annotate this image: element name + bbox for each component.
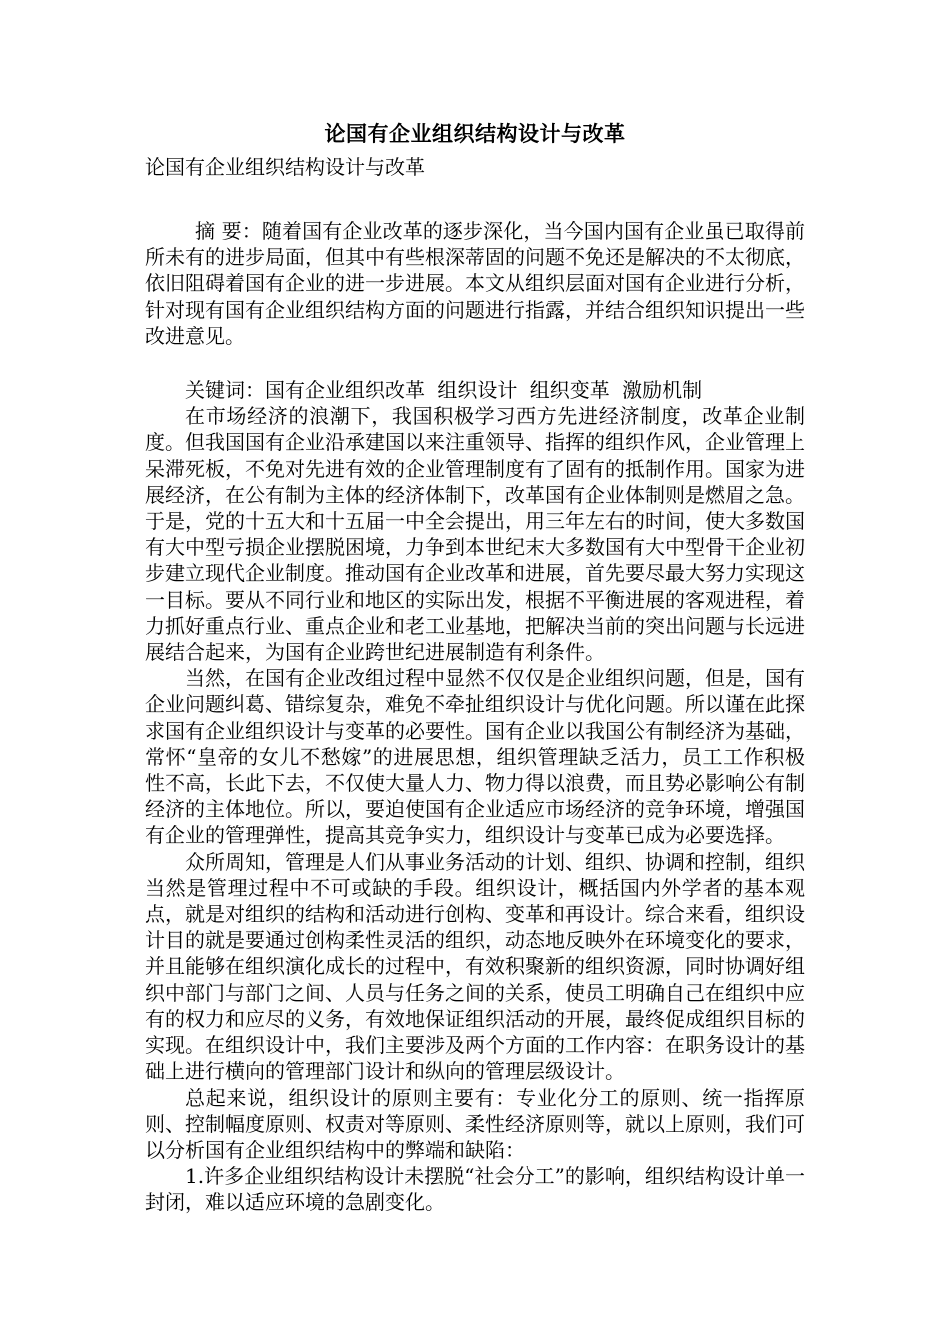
body-paragraph-1: 在市场经济的浪潮下，我国积极学习西方先进经济制度，改革企业制度。但我国国有企业沿承建国以来注重领导、指挥的组织作风，企业管理上呆滞死板，不免对先进有效的企业管理制度有了固有的抵制作用。国家为进展经济，在公有制为主体的经济体制下，改革国有企业体制则是燃眉之急。于是，党的十五大和十五届一中全会提出，用三年左右的时间，使大多数国有大中型亏损企业摆脱困境，力争到本世纪末大多数国有大中型骨干企业初步建立现代企业制度。推动国有企业改革和进展，首先要尽最大努力实现这一目标。要从不同行业和地区的实际出发，根据不平衡进展的客观进程，着力抓好重点行业、重点企业和老工业基地，把解决当前的突出问题与长远进展结合起来，为国有企业跨世纪进展制造有利条件。	[145, 404, 805, 665]
keywords-line: 关键词：国有企业组织改革 组织设计 组织变革 激励机制	[185, 378, 703, 403]
body-paragraph-3: 众所周知，管理是人们从事业务活动的计划、组织、协调和控制，组织当然是管理过程中不可或缺的手段。组织设计，概括国内外学者的基本观点，就是对组织的结构和活动进行创构、变革和再设计。综合来看，组织设计目的就是要通过创构柔性灵活的组织，动态地反映外在环境变化的要求，并且能够在组织演化成长的过程中，有效积聚新的组织资源，同时协调好组织中部门与部门之间、人员与任务之间的关系，使员工明确自己在组织中应有的权力和应尽的义务，有效地保证组织活动的开展，最终促成组织目标的实现。在组织设计中，我们主要涉及两个方面的工作内容：在职务设计的基础上进行横向的管理部门设计和纵向的管理层级设计。	[145, 849, 805, 1084]
abstract-paragraph: 摘 要：随着国有企业改革的逐步深化，当今国内国有企业虽已取得前所未有的进步局面，但其中有些根深蒂固的问题不免还是解决的不太彻底，依旧阻碍着国有企业的进一步进展。本文从组织层面对国有企业进行分析，针对现有国有企业组织结构方面的问题进行指露，并结合组织知识提出一些改进意见。	[145, 219, 805, 348]
body-paragraph-5: 1.许多企业组织结构设计未摆脱“社会分工”的影响，组织结构设计单一封闭，难以适应环境的急剧变化。	[145, 1164, 805, 1215]
document-page	[145, 118, 805, 1216]
document-subtitle: 论国有企业组织结构设计与改革	[145, 155, 425, 179]
body-paragraph-2: 当然，在国有企业改组过程中显然不仅仅是企业组织问题，但是，国有企业问题纠葛、错综复杂，难免不牵扯组织设计与优化问题。所以谨在此探求国有企业组织设计与变革的必要性。国有企业以我国公有制经济为基础，常怀“皇帝的女儿不愁嫁”的进展思想，组织管理缺乏活力，员工工作积极性不高，长此下去，不仅使大量人力、物力得以浪费，而且势必影响公有制经济的主体地位。所以，要迫使国有企业适应市场经济的竞争环境，增强国有企业的管理弹性，提高其竞争实力，组织设计与变革已成为必要选择。	[145, 666, 805, 848]
body-paragraph-4: 总起来说，组织设计的原则主要有：专业化分工的原则、统一指挥原则、控制幅度原则、权责对等原则、柔性经济原则等，就以上原则，我们可以分析国有企业组织结构中的弊端和缺陷：	[145, 1085, 805, 1162]
document-title: 论国有企业组织结构设计与改革	[324, 121, 626, 146]
